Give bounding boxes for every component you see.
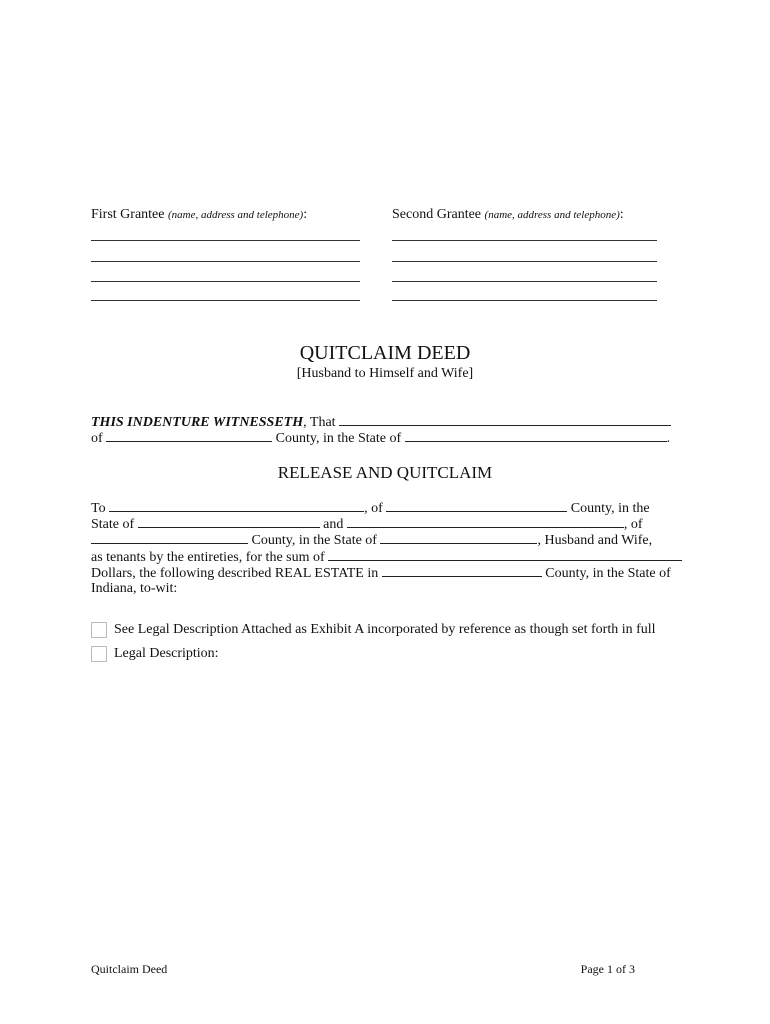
second-grantee-line-1[interactable] [392, 240, 657, 241]
body-line-6 [91, 581, 177, 597]
and-text: and [319, 517, 347, 532]
second-grantee-line-3[interactable] [392, 281, 657, 282]
second-grantee-line-2[interactable] [392, 261, 657, 262]
second-grantee-line-4[interactable] [392, 300, 657, 301]
grantee-1-state-field[interactable] [138, 516, 320, 528]
grantee-2-county-field[interactable] [91, 532, 248, 544]
first-grantee-line-4[interactable] [91, 300, 360, 301]
witnesseth-heading: THIS INDENTURE WITNESSETH [91, 415, 304, 430]
exhibit-a-checkbox[interactable] [91, 622, 107, 638]
grantee-1-county-field[interactable] [386, 500, 567, 512]
exhibit-a-label: See Legal Description Attached as Exhibit A incorporated by reference as though set forth in full [114, 622, 656, 637]
county-text: County, in the [567, 501, 650, 516]
first-grantee-line-3[interactable] [91, 281, 360, 282]
grantor-name-field[interactable] [339, 414, 671, 426]
body-line-1 [91, 500, 650, 517]
first-grantee-line-2[interactable] [91, 261, 360, 262]
document-title: QUITCLAIM DEED [299, 342, 471, 364]
body-line-4 [91, 549, 682, 566]
grantor-county-field[interactable] [106, 430, 272, 442]
state-of-text: State of [91, 517, 138, 532]
grantee-2-state-field[interactable] [380, 532, 537, 544]
to-text: To [91, 501, 110, 516]
county-state-text: County, in the State of [248, 533, 381, 548]
first-grantee-title: First Grantee [91, 207, 165, 222]
grantee-2-name-field[interactable] [347, 516, 624, 528]
second-grantee-hint: (name, address and telephone) [484, 209, 620, 221]
period: . [666, 431, 671, 446]
section-title: RELEASE AND QUITCLAIM [277, 463, 493, 482]
grantee-1-name-field[interactable] [109, 500, 364, 512]
grantor-state-field[interactable] [405, 430, 667, 442]
page-number: Page 1 of 3 [580, 962, 635, 976]
colon: : [303, 207, 308, 222]
body-line-2 [91, 516, 643, 533]
colon: : [619, 207, 624, 222]
body-line-5 [91, 565, 671, 582]
witness-line-2 [91, 430, 670, 447]
legal-description-label: Legal Description: [114, 646, 219, 661]
of-text: , of [364, 501, 387, 516]
county-state-text: County, in the State of [541, 566, 671, 581]
legal-description-checkbox[interactable] [91, 646, 107, 662]
dollars-text: Dollars, the following described REAL ESTATE in [91, 566, 382, 581]
indiana-text: Indiana, to-wit: [91, 581, 178, 596]
property-county-field[interactable] [382, 565, 542, 577]
of-text: of [91, 431, 107, 446]
document-subtitle: [Husband to Himself and Wife] [296, 366, 474, 381]
body-line-3 [91, 532, 652, 549]
husband-wife-text: , Husband and Wife, [537, 533, 653, 548]
second-grantee-label [392, 207, 624, 223]
tenants-text: as tenants by the entireties, for the sum of [91, 550, 329, 565]
second-grantee-title: Second Grantee [392, 207, 482, 222]
first-grantee-label [91, 207, 307, 223]
footer-title: Quitclaim Deed [91, 962, 168, 976]
sum-field[interactable] [328, 549, 682, 561]
of-text: , of [623, 517, 643, 532]
witness-line-1 [91, 414, 671, 431]
that-text: , That [303, 415, 340, 430]
first-grantee-line-1[interactable] [91, 240, 360, 241]
first-grantee-hint: (name, address and telephone) [167, 209, 304, 221]
county-state-text: County, in the State of [272, 431, 405, 446]
